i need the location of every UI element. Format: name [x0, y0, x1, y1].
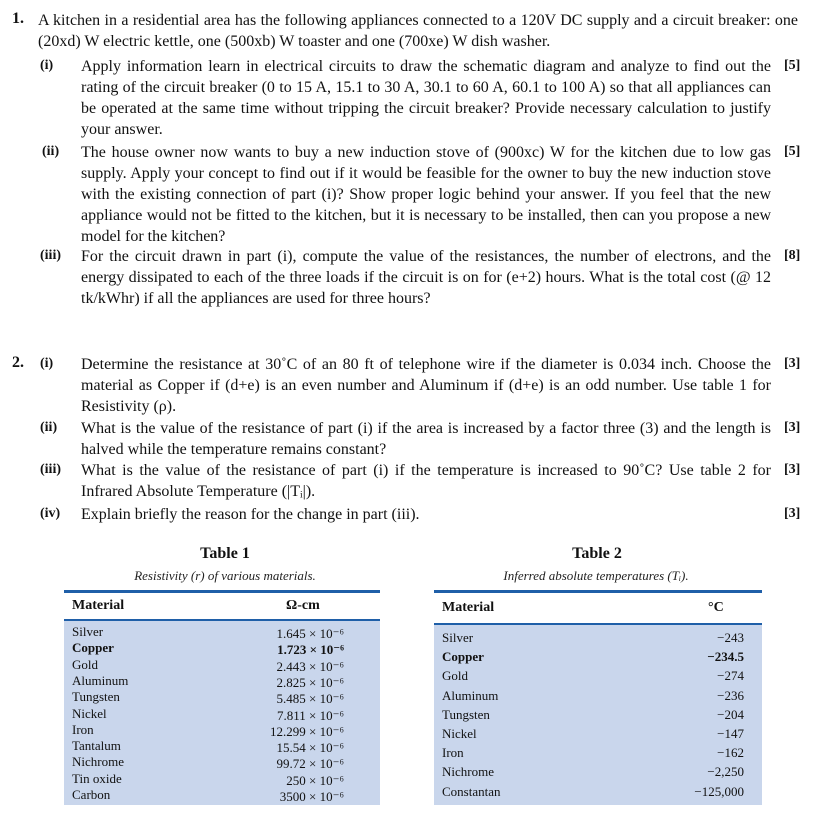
table2-row-material: Constantan — [442, 783, 501, 799]
table2-row-material: Gold — [442, 668, 468, 684]
table1-row-material: Tantalum — [72, 738, 121, 754]
table1-row-value: 7.811 × 10⁻⁶ — [277, 707, 344, 723]
table1-row-material: Iron — [72, 721, 94, 737]
table2-row-material: Tungsten — [442, 706, 490, 722]
table1-row-material: Gold — [72, 656, 98, 672]
q1-part-iii-label: (iii) — [40, 248, 61, 263]
q1-part-i-marks: [5] — [784, 58, 801, 73]
question-1-intro: A kitchen in a residential area has the following appliances connected to a 120V DC supply and a circuit breaker: one (20xd) W electric kettle, one (500xb) W toaster and one (700xe) W dish washer. — [38, 12, 798, 50]
table1-row-value: 5.485 × 10⁻⁶ — [276, 691, 344, 707]
q2-part-i-marks: [3] — [784, 356, 801, 371]
q1-part-ii-label: (ii) — [42, 144, 60, 159]
q1-part-ii-marks: [5] — [784, 144, 801, 159]
table2-row-value: −2,250 — [707, 764, 744, 780]
table1-row-value: 1.645 × 10⁻⁶ — [276, 626, 344, 641]
q2-part-ii-label: (ii) — [40, 420, 58, 435]
q2-part-iv-label: (iv) — [40, 506, 61, 521]
q1-part-iii-marks: [8] — [784, 248, 801, 263]
table1-row-value: 2.825 × 10⁻⁶ — [276, 674, 344, 690]
table-1 — [64, 590, 380, 805]
table2-row-value: −274 — [717, 668, 744, 684]
table2-row-value: −147 — [717, 726, 744, 741]
table1-row-material: Nichrome — [72, 754, 124, 770]
table1-row-value: 250 × 10⁻⁶ — [286, 772, 344, 788]
table1-row-material: Tin oxide — [72, 770, 122, 786]
q1-part-i-text: Apply information learn in electrical circuits to draw the schematic diagram and analyze to find out the rating of the circuit breaker (0 to 15 A, 15.1 to 30 A, 30.1 to 60 A, 60.1 to 100 A) so that all appliances can be operated at the same time without tripping the circuit breaker? Provide necessary calculation to justify your answer. — [81, 58, 771, 138]
question-1-number: 1. — [12, 10, 24, 27]
q2-part-iii-text: What is the value of the resistance of part (i) if the temperature is increased to 90˚C? Use table 2 for Infrared Absolute Temperature (|Tᵢ|). — [81, 462, 771, 500]
q2-part-ii-text: What is the value of the resistance of part (i) if the area is increased by a factor three (3) and the length is halved while the temperature remains constant? — [81, 420, 771, 458]
table1-row-value: 15.54 × 10⁻⁶ — [276, 740, 344, 756]
q2-part-ii-marks: [3] — [784, 420, 801, 435]
table2-row-value: −236 — [717, 687, 744, 703]
q1-part-i-label: (i) — [40, 58, 54, 73]
table-1-header-value: Ω-cm — [286, 598, 320, 613]
table2-row-material: Silver — [442, 630, 474, 645]
table-1-caption: Resistivity (r) of various materials. — [134, 568, 316, 583]
table2-row-value: −243 — [717, 630, 744, 645]
table1-row-material: Aluminum — [72, 672, 129, 688]
table-2-header — [434, 590, 762, 625]
table1-row-value: 99.72 × 10⁻⁶ — [276, 756, 344, 772]
table2-row-material: Aluminum — [442, 687, 499, 703]
q2-part-i-text: Determine the resistance at 30˚C of an 80 ft of telephone wire if the diameter is 0.034 inch. Choose the material as Copper if (d+e) is an even number and Aluminum if (d+e) is an odd number. Use table 1 for Resistivity (ρ). — [81, 356, 771, 415]
table1-row-value: 3500 × 10⁻⁶ — [279, 789, 344, 804]
table1-row-value: 1.723 × 10⁻⁶ — [277, 642, 344, 658]
table2-row-material: Copper — [442, 649, 484, 665]
table1-row-material: Silver — [72, 624, 104, 639]
table-2-header-value: °C — [708, 600, 724, 615]
table1-row-value: 2.443 × 10⁻⁶ — [276, 658, 344, 674]
table1-row-value: 12.299 × 10⁻⁶ — [270, 723, 344, 739]
table-1-header-material: Material — [72, 598, 125, 613]
q2-part-iv-text: Explain briefly the reason for the change in part (iii). — [81, 506, 420, 523]
q1-part-ii-text: The house owner now wants to buy a new induction stove of (900xc) W for the kitchen due to low gas supply. Apply your concept to find out if it would be feasible for the owner to buy the new induction stove with the existing connection of part (i)? Show proper logic behind your answer. If you feel that the new appliance would not be fitted to the kitchen, but it is necessary to be installed, then can you propose a new model for the kitchen? — [81, 144, 771, 245]
table-2-title: Table 2 — [572, 545, 622, 562]
table-2-caption: Inferred absolute temperatures (Tᵢ). — [503, 568, 689, 583]
question-2-number: 2. — [12, 354, 24, 371]
table2-row-material: Iron — [442, 745, 464, 761]
table-2-header-material: Material — [442, 600, 495, 615]
q2-part-iii-label: (iii) — [40, 462, 61, 477]
table-1-title: Table 1 — [200, 545, 250, 562]
q2-part-i-label: (i) — [40, 356, 54, 371]
table-1-header — [64, 590, 380, 621]
table2-row-value: −234.5 — [707, 649, 744, 665]
table-2 — [434, 590, 762, 805]
table2-row-value: −162 — [717, 745, 744, 761]
table2-row-value: −204 — [717, 706, 744, 722]
q2-part-iv-marks: [3] — [784, 506, 801, 521]
table2-row-material: Nickel — [442, 726, 477, 741]
q2-part-iii-marks: [3] — [784, 462, 801, 477]
table2-row-material: Nichrome — [442, 764, 494, 780]
table1-row-material: Copper — [72, 640, 114, 656]
table1-row-material: Carbon — [72, 787, 111, 802]
table1-row-material: Tungsten — [72, 689, 120, 705]
q1-part-iii-text: For the circuit drawn in part (i), compute the value of the resistances, the number of electrons, and the energy dissipated to each of the three loads if the circuit is on for (e+2) hours. What is the total cost (@ 12 tk/kWhr) if all the appliances are used for three hours? — [81, 248, 771, 307]
table1-row-material: Nickel — [72, 705, 107, 721]
table2-row-value: −125,000 — [694, 783, 744, 799]
